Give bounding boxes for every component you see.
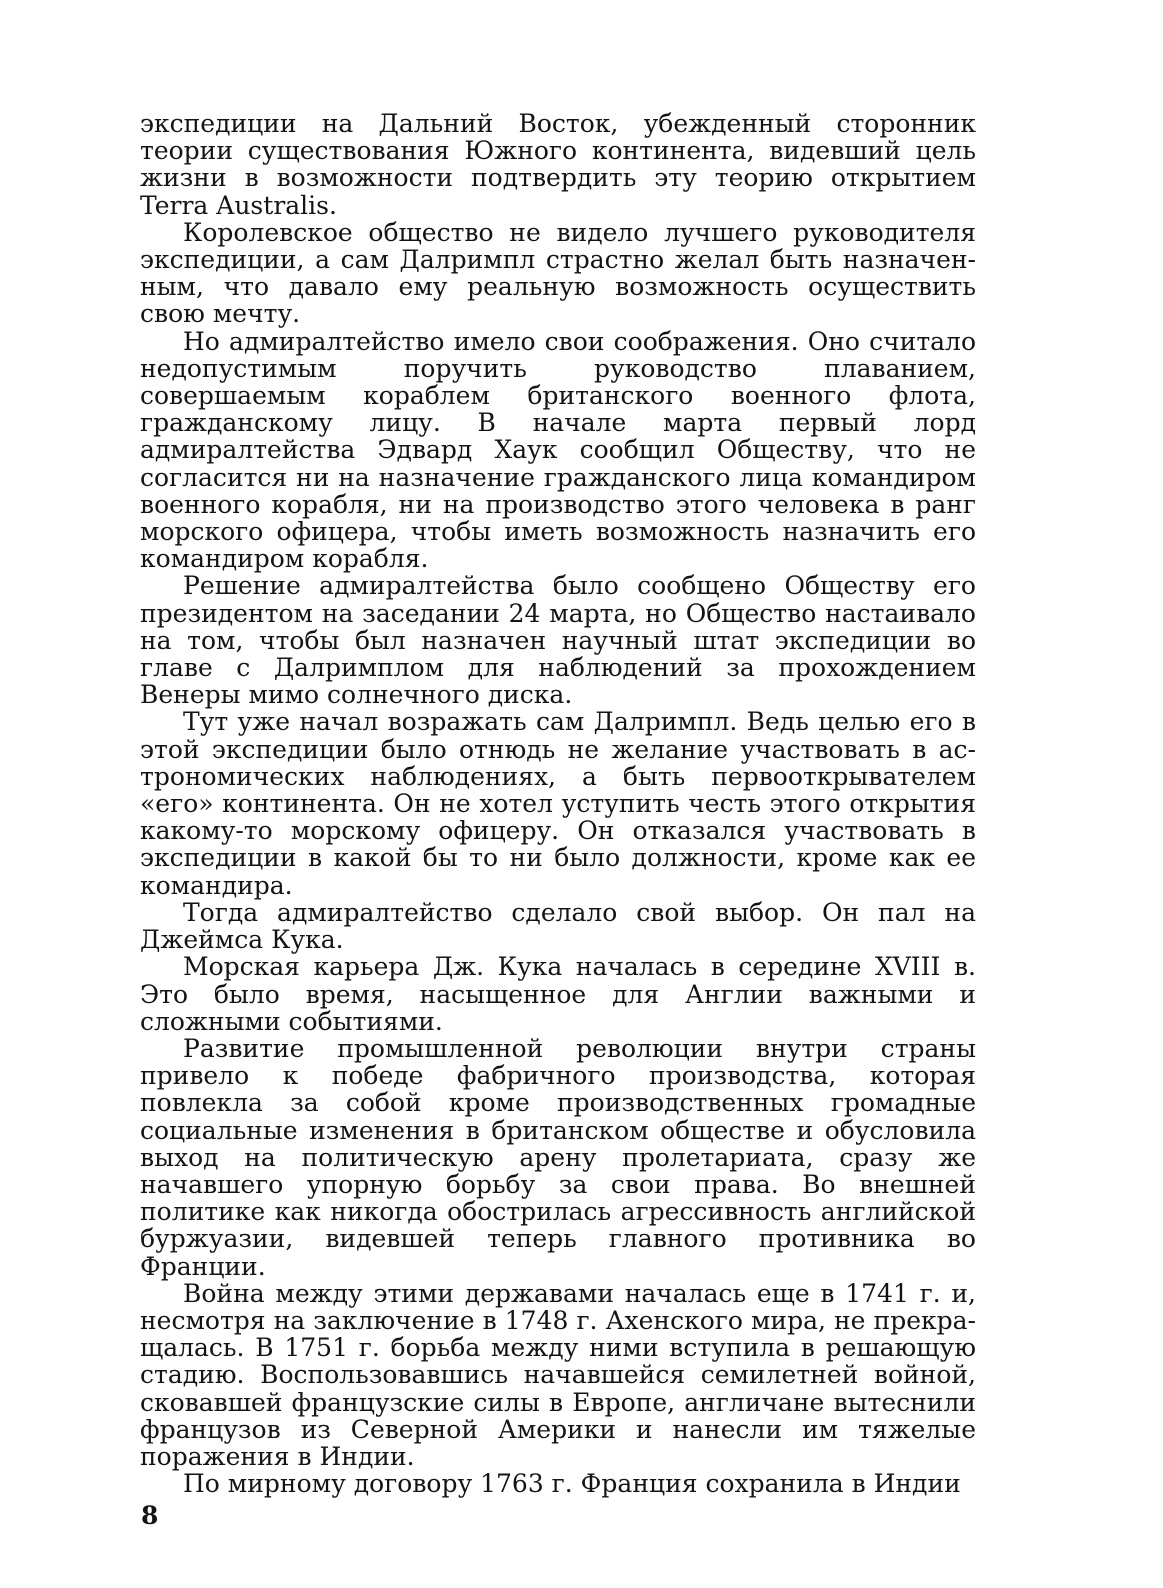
- paragraph-10: По мирному договору 1763 г. Франция сохранила в Индии: [183, 1469, 961, 1499]
- paragraph-6: Тогда адмиралтейство сделало свой выбор. Он пал на Джеймса Кука.: [140, 897, 976, 955]
- page-body: [140, 109, 976, 1499]
- paragraph-1: экспедиции на Дальний Восток, убежденный сторонник теории существования Южного континента, видевший цель жизни в возможности подтвердить эту теорию открытием Terra Australis.: [140, 109, 976, 220]
- paragraph-2: Королевское общество не видело лучшего руководителя экспедиции, а сам Далримпл страстно желал быть назначенным, что давало ему реальную возможность осуществить свою мечту.: [140, 217, 976, 329]
- paragraph-4: Решение адмиралтейства было сообщено Обществу его президентом на заседании 24 марта, но Общество настаивало на том, чтобы был назначен научный штат экспедиции во главе с Далримплом для наблюдений за прохождением Венеры мимо солнечного диска.: [140, 571, 976, 710]
- page-number: 8: [141, 1501, 159, 1530]
- paragraph-8: Развитие промышленной революции внутри страны привело к победе фабричного производства, которая повлекла за собой кроме производственных громадные социальные изменения в британском обществе и обусловила выход на политическую арену пролетариата, сразу же начавшего упорную борьбу за свои права. Во внешней политике как никогда обострилась агрессивность английской буржуазии, видевшей теперь главного противника во Франции.: [140, 1033, 976, 1281]
- paragraph-5: Тут уже начал возражать сам Далримпл. Ведь целью его в этой экспедиции было отнюдь не желание участвовать в астрономических наблюдениях, а быть первооткрывателем «его» континента. Он не хотел уступить честь этого открытия какому-то морскому офицеру. Он отказался участвовать в экспедиции в какой бы то ни было должности, кроме как ее командира.: [140, 707, 976, 900]
- paragraph-9: Война между этими державами началась еще в 1741 г. и, несмотря на заключение в 1748 г. Ахенского мира, не прекращалась. В 1751 г. борьба между ними вступила в решающую стадию. Воспользовавшись начавшейся семилетней войной, сковавшей французские силы в Европе, англичане вытеснили французов из Северной Америки и нанесли им тяжелые поражения в Индии.: [140, 1278, 976, 1471]
- paragraph-3: Но адмиралтейство имело свои соображения. Оно считало недопустимым поручить руководство плаванием, совершаемым кораблем британского военного флота, гражданскому лицу. В начале марта первый лорд адмиралтейства Эдвард Хаук сообщил Обществу, что не согласится ни на назначение гражданского лица командиром военного корабля, ни на производство этого человека в ранг морского офицера, чтобы иметь возможность назначить его командиром корабля.: [140, 326, 976, 574]
- paragraph-7: Морская карьера Дж. Кука началась в середине XVIII в. Это было время, насыщенное для Англии важными и сложными событиями.: [140, 952, 976, 1036]
